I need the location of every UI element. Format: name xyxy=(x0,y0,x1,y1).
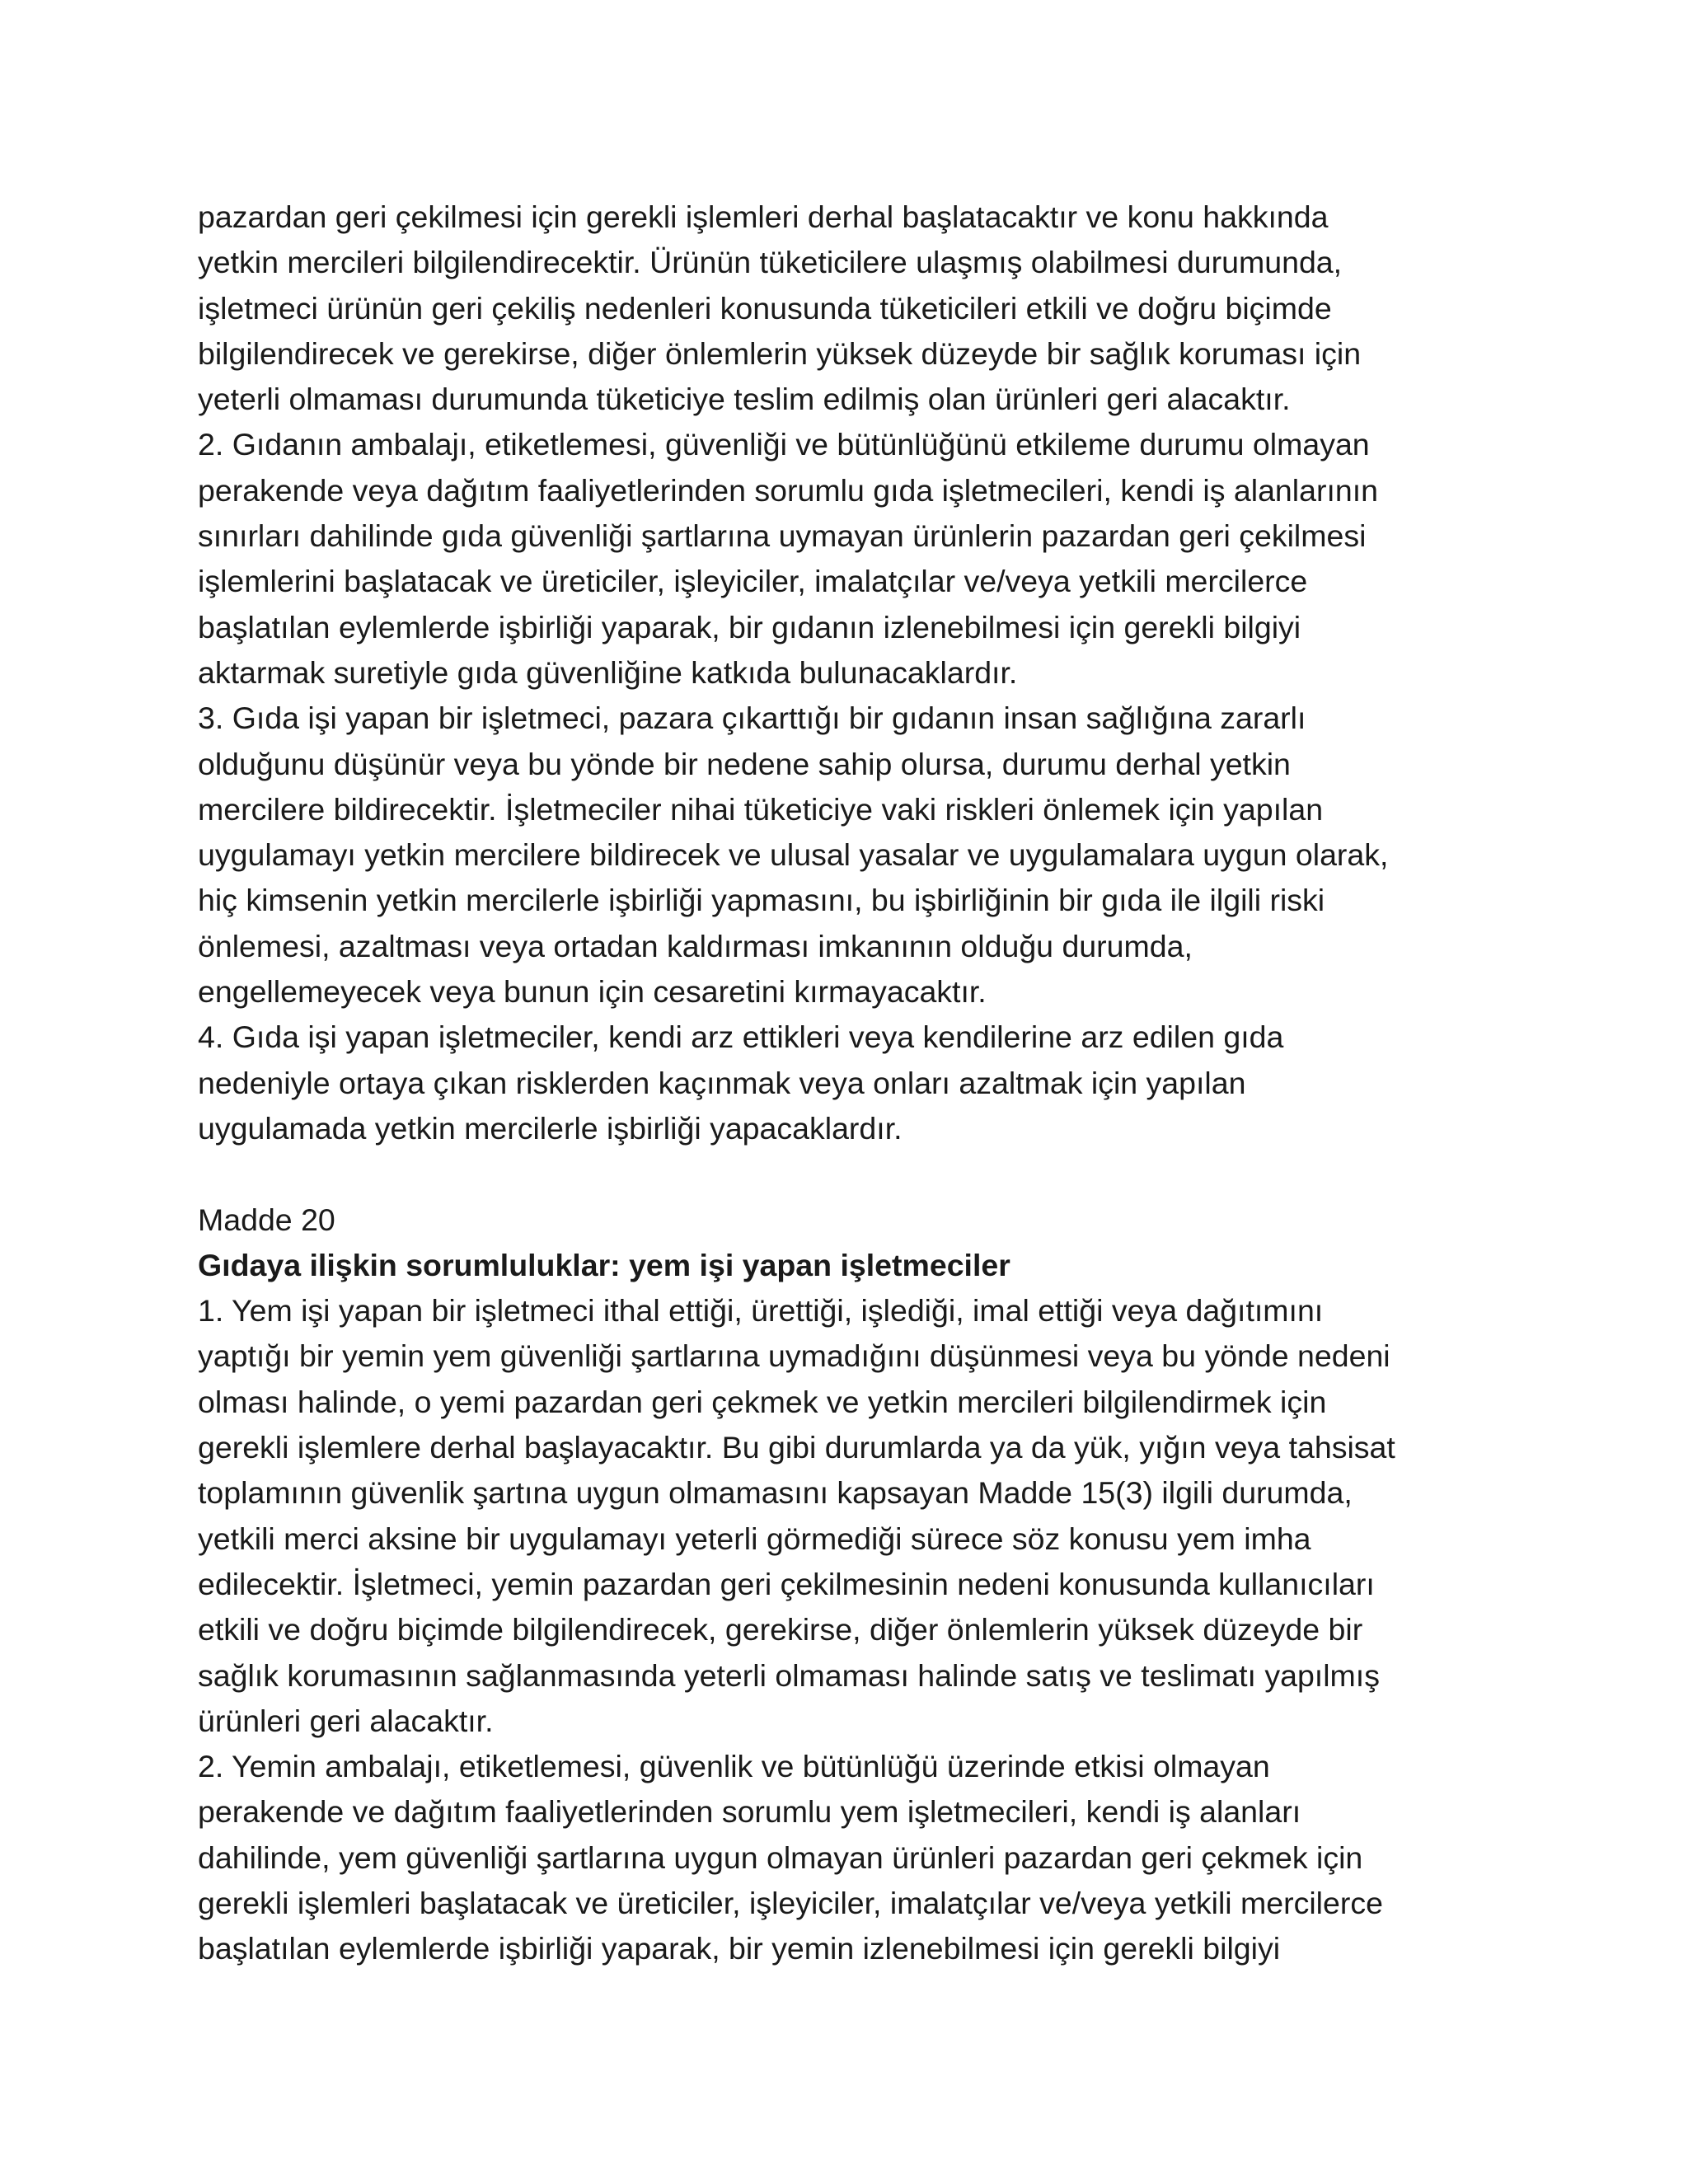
text-block-1 xyxy=(198,194,1517,1151)
text-line: olması halinde, o yemi pazardan geri çekmek ve yetkin mercileri bilgilendirmek için xyxy=(198,1384,1327,1419)
text-line: sınırları dahilinde gıda güvenliği şartlarına uymayan ürünlerin pazardan geri çekilmesi xyxy=(198,518,1367,554)
text-block-2 xyxy=(198,1288,1517,1971)
text-line: perakende ve dağıtım faaliyetlerinden sorumlu yem işletmecileri, kendi iş alanları xyxy=(198,1794,1301,1830)
text-line: başlatılan eylemlerde işbirliği yaparak, bir gıdanın izlenebilmesi için gerekli bilgiyi xyxy=(198,609,1301,644)
text-line: ürünleri geri alacaktır. xyxy=(198,1703,494,1738)
blank-line xyxy=(198,1151,1517,1197)
text-line: önlemesi, azaltması veya ortadan kaldırması imkanının olduğu durumda, xyxy=(198,928,1193,963)
text-line: 2. Yemin ambalajı, etiketlemesi, güvenlik ve bütünlüğü üzerinde etkisi olmayan xyxy=(198,1749,1270,1784)
text-line: başlatılan eylemlerde işbirliği yaparak, bir yemin izlenebilmesi için gerekli bilgiyi xyxy=(198,1931,1281,1966)
text-line: gerekli işlemleri başlatacak ve üreticiler, işleyiciler, imalatçılar ve/veya yetkili mercilerce xyxy=(198,1885,1383,1920)
text-line: mercilere bildirecektir. İşletmeciler nihai tüketiciye vaki riskleri önlemek için yapılan xyxy=(198,791,1324,827)
article-title: Gıdaya ilişkin sorumluluklar: yem işi yapan işletmeciler xyxy=(198,1247,1010,1282)
text-line: bilgilendirecek ve gerekirse, diğer önlemlerin yüksek düzeyde bir sağlık koruması için xyxy=(198,335,1362,371)
text-line: sağlık korumasının sağlanmasında yeterli olmaması halinde satış ve teslimatı yapılmış xyxy=(198,1657,1380,1693)
text-line: hiç kimsenin yetkin mercilerle işbirliği yapmasını, bu işbirliğinin bir gıda ile ilgili riski xyxy=(198,883,1325,918)
text-line: olduğunu düşünür veya bu yönde bir nedene sahip olursa, durumu derhal yetkin xyxy=(198,746,1291,781)
text-line: engellemeyecek veya bunun için cesaretini kırmayacaktır. xyxy=(198,974,987,1010)
text-line: nedeniyle ortaya çıkan risklerden kaçınmak veya onları azaltmak için yapılan xyxy=(198,1065,1246,1100)
text-line: perakende veya dağıtım faaliyetlerinden sorumlu gıda işletmecileri, kendi iş alanlarının xyxy=(198,472,1379,508)
text-line: 4. Gıda işi yapan işletmeciler, kendi arz ettikleri veya kendilerine arz edilen gıda xyxy=(198,1019,1284,1055)
text-line: yetkin mercileri bilgilendirecektir. Ürünün tüketicilere ulaşmış olabilmesi durumunda, xyxy=(198,245,1343,280)
text-line: uygulamayı yetkin mercilere bildirecek ve ulusal yasalar ve uygulamalara uygun olarak, xyxy=(198,837,1389,873)
text-line: edilecektir. İşletmeci, yemin pazardan geri çekilmesinin nedeni konusunda kullanıcıları xyxy=(198,1566,1375,1601)
text-line: 1. Yem işi yapan bir işletmeci ithal ettiği, ürettiği, işlediği, imal ettiği veya dağıtımını xyxy=(198,1293,1324,1329)
text-line: uygulamada yetkin mercilerle işbirliği yapacaklardır. xyxy=(198,1110,903,1146)
text-line: dahilinde, yem güvenliği şartlarına uygun olmayan ürünleri pazardan geri çekmek için xyxy=(198,1840,1363,1875)
text-line: 3. Gıda işi yapan bir işletmeci, pazara çıkarttığı bir gıdanın insan sağlığına zararlı xyxy=(198,701,1306,736)
document-page xyxy=(198,194,1517,1972)
text-line: etkili ve doğru biçimde bilgilendirecek, gerekirse, diğer önlemlerin yüksek düzeyde bir xyxy=(198,1612,1363,1647)
text-line: toplamının güvenlik şartına uygun olmamasını kapsayan Madde 15(3) ilgili durumda, xyxy=(198,1475,1353,1511)
text-line: işlemlerini başlatacak ve üreticiler, işleyiciler, imalatçılar ve/veya yetkili mercilerce xyxy=(198,564,1308,599)
text-line: yeterli olmaması durumunda tüketiciye teslim edilmiş olan ürünleri geri alacaktır. xyxy=(198,382,1291,417)
text-line: 2. Gıdanın ambalajı, etiketlemesi, güvenliği ve bütünlüğünü etkileme durumu olmayan xyxy=(198,427,1370,462)
article-number: Madde 20 xyxy=(198,1202,335,1237)
text-line: aktarmak suretiyle gıda güvenliğine katkıda bulunacaklardır. xyxy=(198,654,1018,690)
text-line: işletmeci ürünün geri çekiliş nedenleri konusunda tüketicileri etkili ve doğru biçimde xyxy=(198,290,1332,326)
text-line: pazardan geri çekilmesi için gerekli işlemleri derhal başlatacaktır ve konu hakkında xyxy=(198,199,1329,234)
text-line: yaptığı bir yemin yem güvenliği şartlarına uymadığını düşünmesi veya bu yönde nedeni xyxy=(198,1338,1390,1374)
text-line: gerekli işlemlere derhal başlayacaktır. Bu gibi durumlarda ya da yük, yığın veya tahsisat xyxy=(198,1430,1395,1465)
text-line: yetkili merci aksine bir uygulamayı yeterli görmediği sürece söz konusu yem imha xyxy=(198,1521,1311,1556)
